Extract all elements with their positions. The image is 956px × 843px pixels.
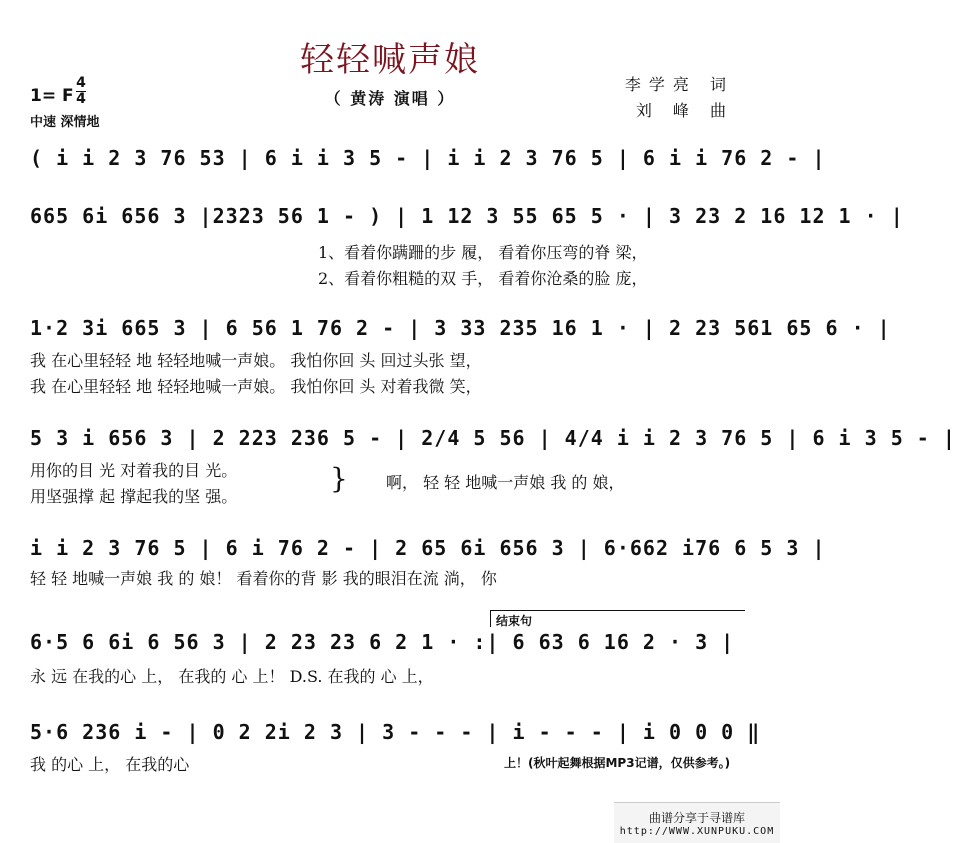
score-line-1: ( i i 2 3 76 53 | 6 i i 3 5 - | i i 2 3 76 5 | 6 i i 76 2 - |	[30, 146, 826, 170]
score-line-5: i i 2 3 76 5 | 6 i 76 2 - | 2 65 6i 656 3 | 6·662 i76 6 5 3 |	[30, 536, 826, 560]
lyric-line-2-verse-2: 2、看着你粗糙的双 手， 看着你沧桑的脸 庞，	[318, 269, 648, 288]
lyricist-credit: 李学亮 词	[624, 75, 734, 94]
lyric-line-3-verse-2: 我 在心里轻轻 地 轻轻地喊一声娘。 我怕你回 头 对着我微 笑，	[30, 377, 482, 396]
lyric-line-6: 永 远 在我的心 上， 在我的 心 上！ D.S. 在我的 心 上，	[30, 667, 434, 686]
performer-credit: （ 黄涛 演唱 ）	[324, 89, 456, 108]
time-bottom: 4	[76, 91, 86, 107]
brace-glyph: }	[330, 462, 348, 495]
lyric-line-4-verse-1: 用你的目 光 对着我的目 光。	[30, 461, 238, 480]
time-top: 4	[76, 75, 86, 91]
site-name: 曲谱分享于寻谱库	[648, 811, 745, 825]
lyric-line-3-verse-1: 我 在心里轻轻 地 轻轻地喊一声娘。 我怕你回 头 回过头张 望，	[30, 351, 482, 370]
lyric-line-4-verse-2: 用坚强撑 起 撑起我的坚 强。	[30, 487, 238, 506]
lyric-line-2-verse-1: 1、看着你蹒跚的步 履， 看着你压弯的脊 梁，	[318, 243, 648, 262]
composer-credit: 刘 峰 曲	[635, 101, 734, 120]
score-line-3: 1·2 3i 665 3 | 6 56 1 76 2 - | 3 33 235 16 1 · | 2 23 561 65 6 · |	[30, 316, 891, 340]
lyric-line-4-chorus: 啊， 轻 轻 地喊一声娘 我 的 娘，	[386, 473, 625, 492]
site-url: http://WWW.XUNPUKU.COM	[619, 826, 775, 837]
tempo-marking: 中速 深情地	[30, 115, 100, 130]
volta-label: 结束句	[496, 614, 533, 628]
time-signature	[76, 76, 86, 107]
page-title: 轻轻喊声娘	[300, 40, 480, 80]
score-line-2: 665 6i 656 3 |2323 56 1 - ) | 1 12 3 55 65 5 · | 3 23 2 16 12 1 · |	[30, 204, 904, 228]
score-line-4: 5 3 i 656 3 | 2 223 236 5 - | 2/4 5 56 | 4/4 i i 2 3 76 5 | 6 i 3 5 - |	[30, 426, 956, 450]
lyric-line-5: 轻 轻 地喊一声娘 我 的 娘！ 看着你的背 影 我的眼泪在流 淌， 你	[30, 569, 497, 588]
score-line-7: 5·6 236 i - | 0 2 2i 2 3 | 3 - - - | i - - - | i 0 0 0 ‖	[30, 720, 761, 744]
key-signature: 1= F	[30, 86, 74, 106]
score-line-6: 6·5 6 6i 6 56 3 | 2 23 23 6 2 1 · :| 6 63 6 16 2 · 3 |	[30, 630, 735, 654]
lyric-line-7: 我 的心 上， 在我的心	[30, 755, 190, 774]
lyric-line-7-ending: 上！(秋叶起舞根据MP3记谱，仅供参考。)	[504, 756, 731, 770]
site-watermark	[614, 802, 780, 843]
